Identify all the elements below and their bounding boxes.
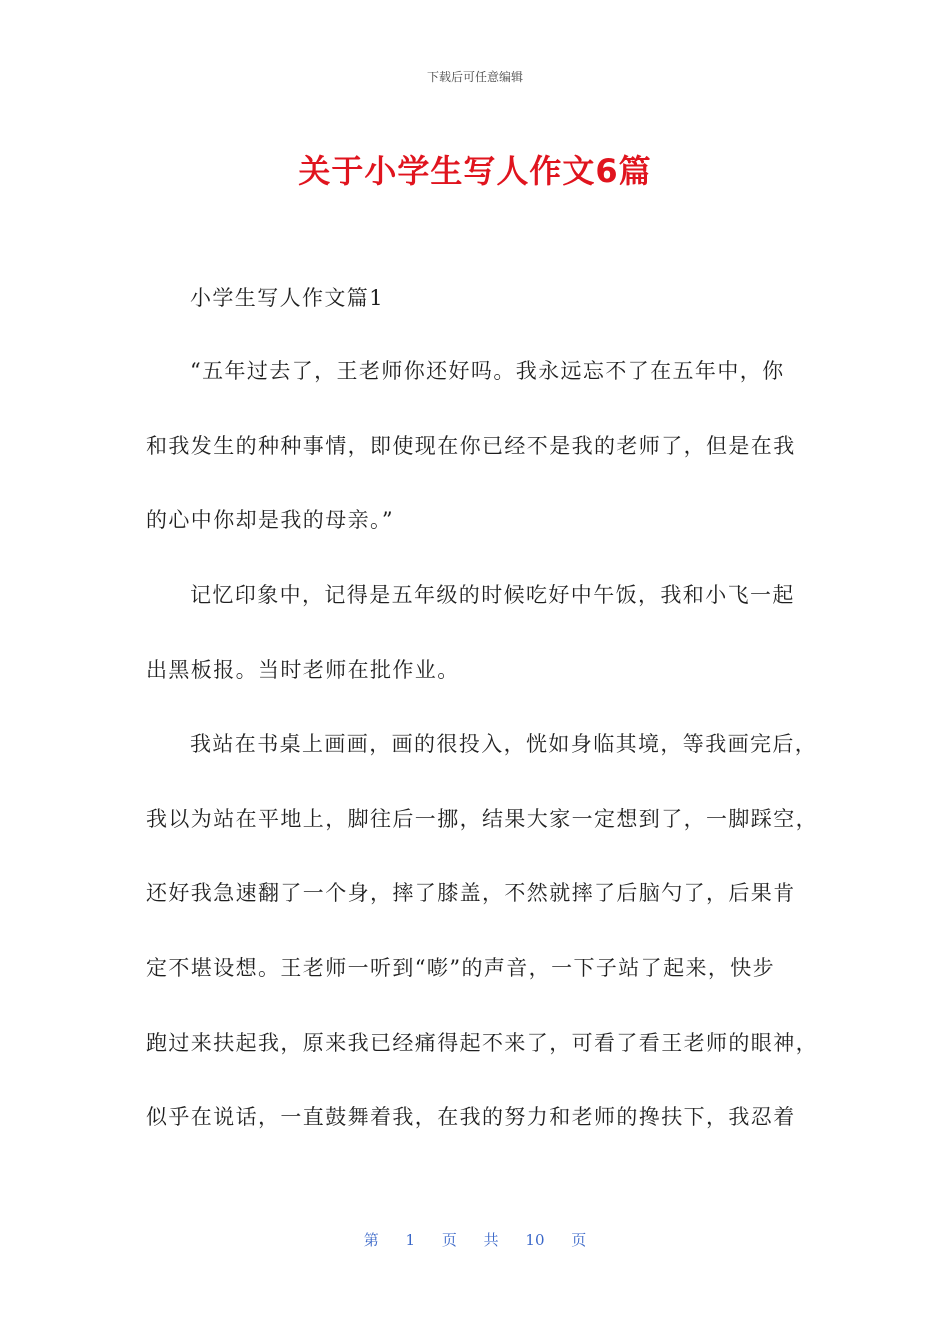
footer-total-suffix: 页: [571, 1231, 587, 1249]
body-line: “五年过去了，王老师你还好吗。我永远忘不了在五年中，你: [190, 359, 785, 383]
footer-total-label: 共: [483, 1231, 499, 1249]
body-line: 我以为站在平地上，脚往后一挪，结果大家一定想到了，一脚踩空，: [146, 807, 818, 831]
body-line: 和我发生的种种事情，即使现在你已经不是我的老师了，但是在我: [146, 434, 796, 458]
body-line: 跑过来扶起我，原来我已经痛得起不来了，可看了看王老师的眼神，: [146, 1031, 818, 1055]
body-line: 我站在书桌上画画，画的很投入，恍如身临其境，等我画完后，: [190, 732, 818, 756]
page-footer: [0, 1229, 950, 1250]
footer-page-number: 1: [405, 1231, 416, 1249]
page-header-note: 下载后可任意编辑: [426, 70, 523, 84]
body-line: 的心中你却是我的母亲。”: [146, 508, 395, 532]
body-line: 似乎在说话，一直鼓舞着我，在我的努力和老师的搀扶下，我忍着: [146, 1105, 796, 1129]
body-line: 还好我急速翻了一个身，摔了膝盖，不然就摔了后脑勺了，后果肯: [146, 881, 796, 905]
body-line: 定不堪设想。王老师一听到“嘭”的声音，一下子站了起来，快步: [146, 956, 776, 980]
body-line: 出黑板报。当时老师在批作业。: [146, 658, 460, 682]
footer-total-pages: 10: [525, 1231, 545, 1249]
footer-page-suffix: 页: [441, 1231, 457, 1249]
footer-page-label: 第: [363, 1231, 379, 1249]
body-line: 记忆印象中，记得是五年级的时候吃好中午饭，我和小飞一起: [190, 583, 795, 607]
document-title: 关于小学生写人作文6篇: [298, 152, 652, 190]
section-heading: 小学生写人作文篇1: [190, 286, 384, 310]
